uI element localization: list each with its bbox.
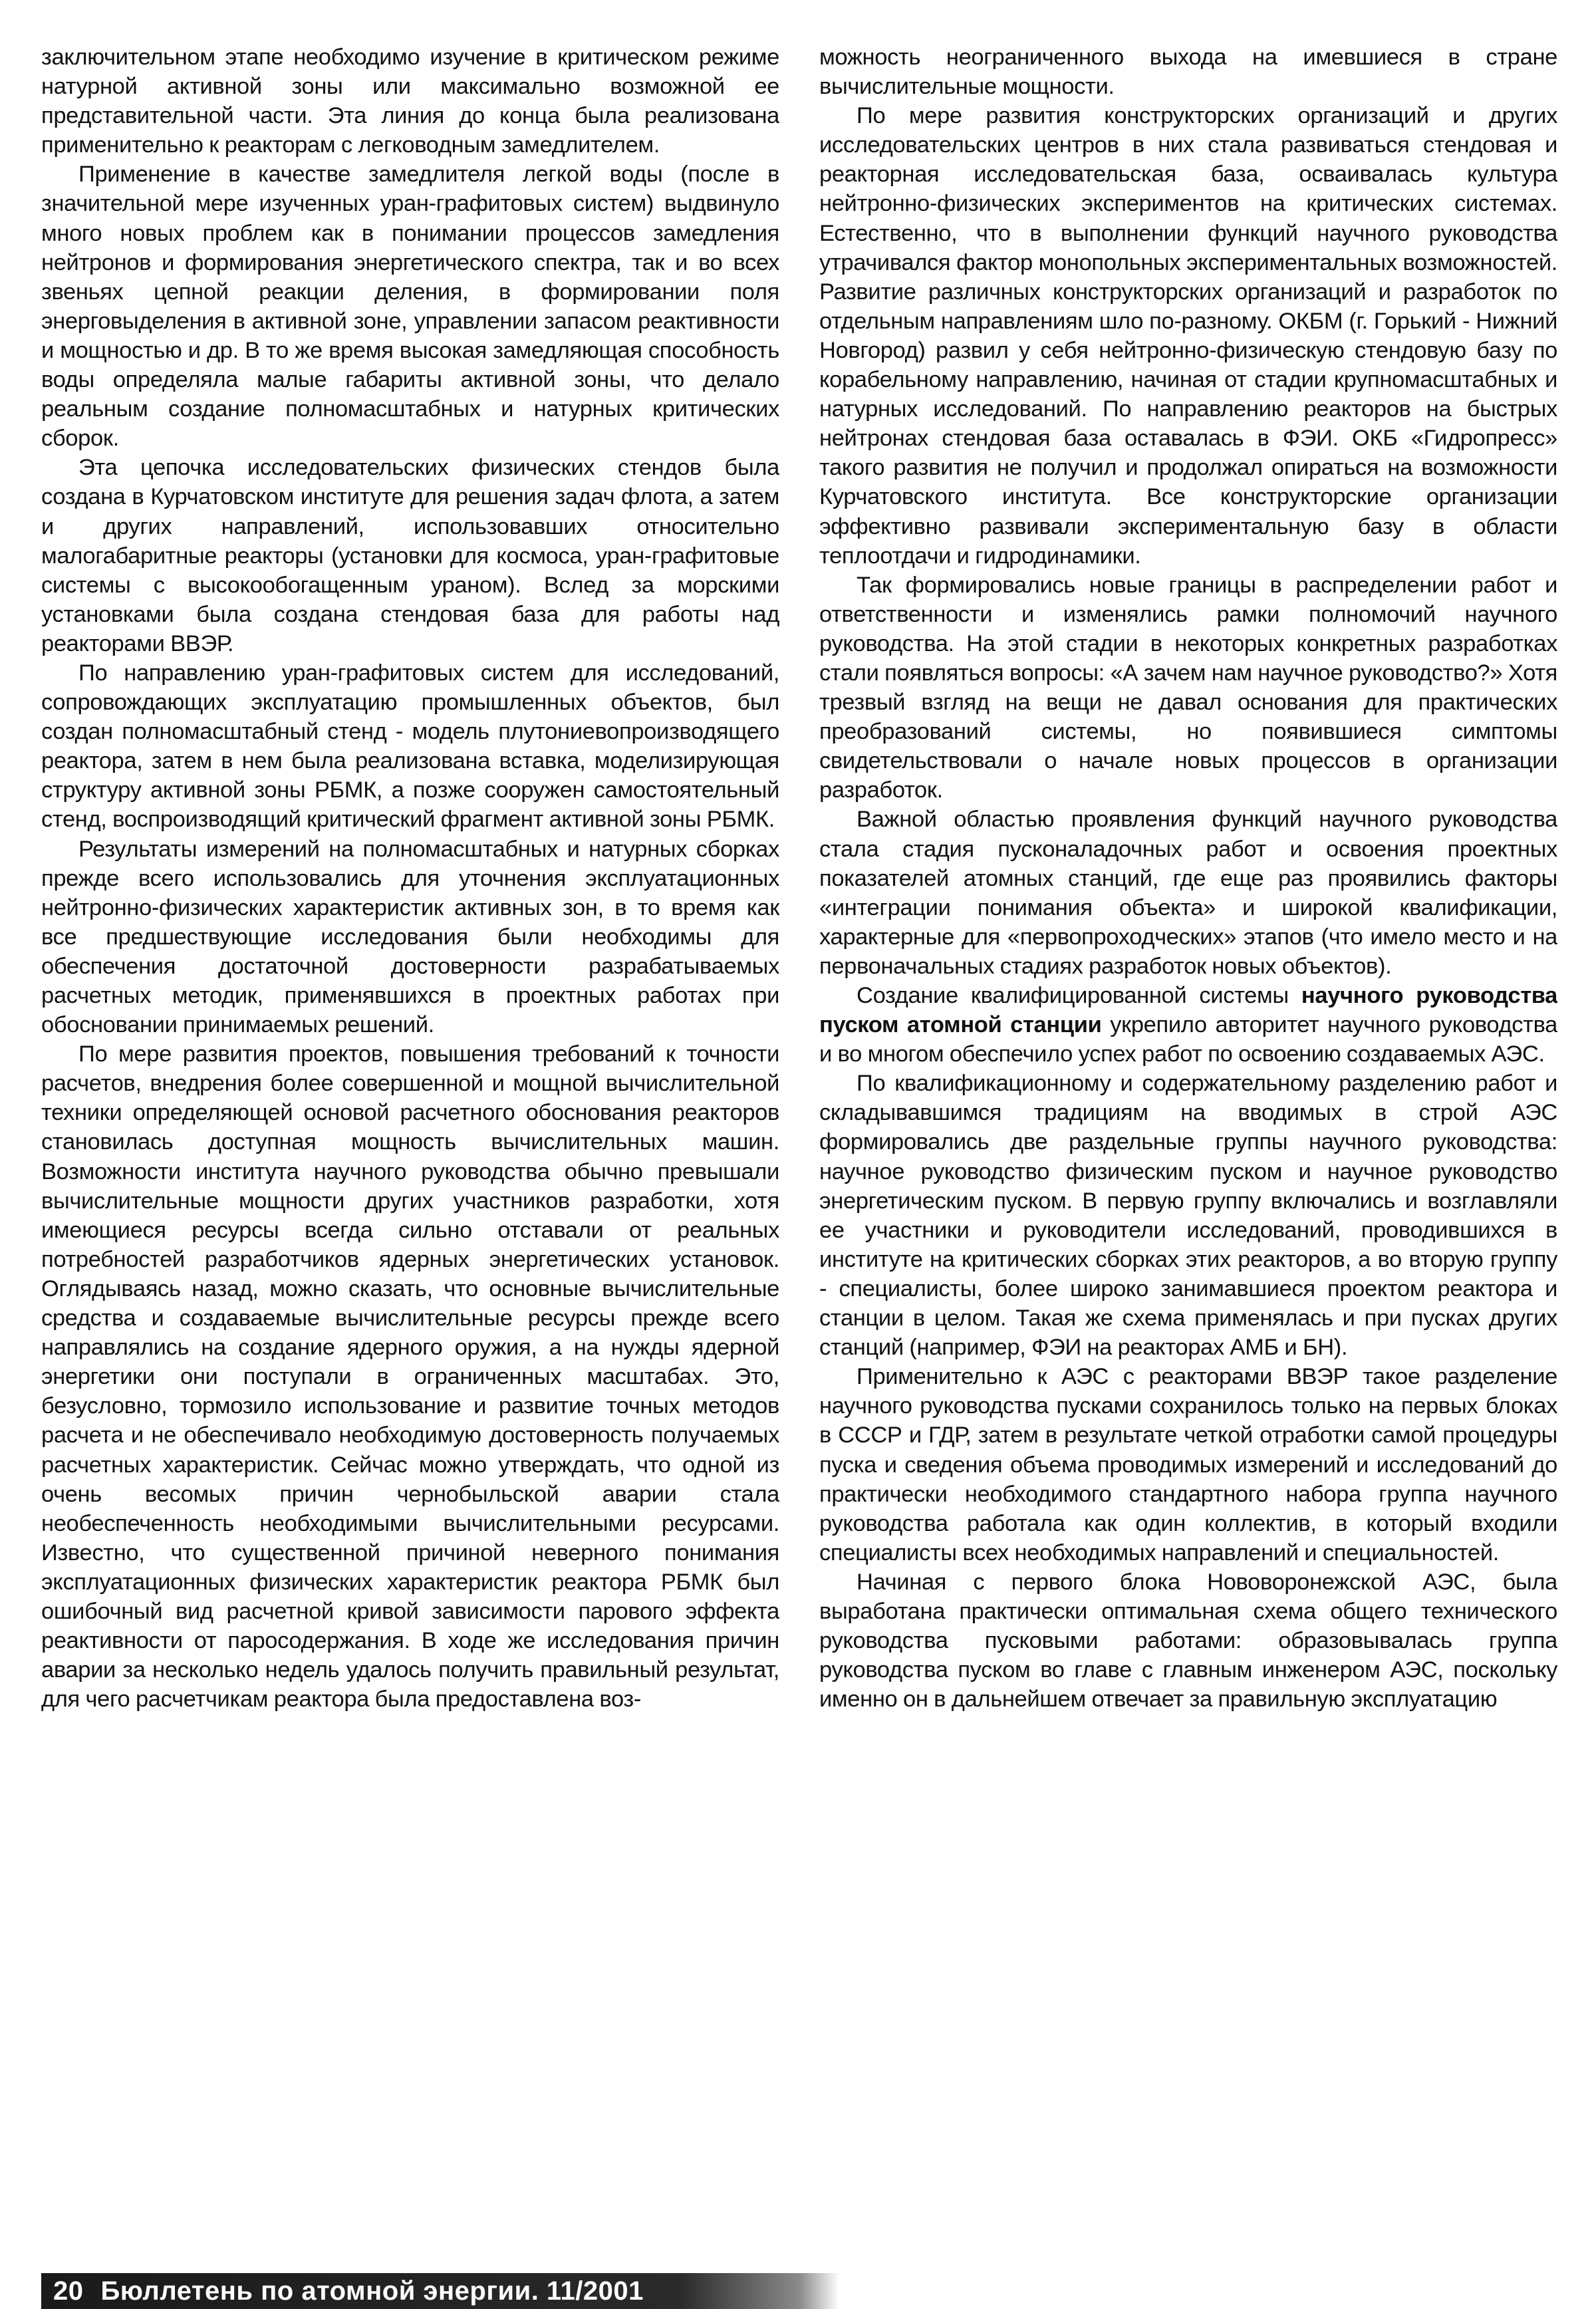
page-number: 20 — [53, 2276, 84, 2306]
paragraph-lead: Создание квалифицированной системы — [857, 983, 1289, 1008]
paragraph: Эта цепочка исследовательских физических стендов была создана в Курчатовском институте для решения задач флота, а затем и других направлений, использовавших относительно малогабаритные реакторы (установки для космоса, уран-графитовые системы с высокообогащенным ураном). Вслед за морскими установками была создана стендовая база для работы над реакторами ВВЭР. — [41, 455, 779, 656]
paragraph: По направлению уран-графитовых систем для исследований, сопровождающих эксплуатацию промышленных объектов, был создан полномасштабный стенд - модель плутониевопроизводящего реактора, затем в нем была реализована вставка, моделизирующая структуру активной зоны РБМК, а позже сооружен самостоятельный стенд, воспроизводящий критический фрагмент активной зоны РБМК. — [41, 660, 779, 833]
page-footer — [41, 2273, 839, 2309]
paragraph: можность неограниченного выхода на имевшиеся в стране вычислительные мощности. — [819, 45, 1557, 100]
paragraph: По квалификационному и содержательному разделению работ и складывавшимся традициям на вводимых в строй АЭС формировались две раздельные группы научного руководства: научное руководство физическим пуском и научное руководство энергетическим пуском. В первую группу включались и возглавляли ее участники и руководители исследований, проводившихся в институте на критических сборках этих реакторов, а во вторую группу - специалисты, более широко занимавшиеся проектом реактора и станции в целом. Такая же схема применялась и при пусках других станций (например, ФЭИ на реакторах АМБ и БН). — [819, 1071, 1557, 1361]
paragraph: заключительном этапе необходимо изучение в критическом режиме натурной активной зоны или максимально возможной ее представительной части. Эта линия до конца была реализована применительно к реакторам с легководным замедлителем. — [41, 45, 779, 158]
paragraph: Результаты измерений на полномасштабных и натурных сборках прежде всего использовались для уточнения эксплуатационных нейтронно-физических характеристик активных зон, в то время как все предшествующие исследования были необходимы для обеспечения достаточной достоверности разрабатываемых расчетных методик, применявшихся в проектных работах при обосновании принимаемых решений. — [41, 836, 779, 1038]
right-column — [819, 43, 1557, 2257]
journal-title: Бюллетень по атомной энергии. 11/2001 — [100, 2276, 644, 2306]
paragraph: Так формировались новые границы в распределении работ и ответственности и изменялись рамки полномочий научного руководства. На этой стадии в некоторых конкретных разработках стали появляться вопросы: «А зачем нам научное руководство?» Хотя трезвый взгляд на вещи не давал основания для практических преобразований системы, но появившиеся симптомы свидетельствовали о начале новых процессов в организации разработок. — [819, 572, 1557, 803]
paragraph-tail: укрепило авторитет научного руководства и во многом обеспечило успех работ по освоению создаваемых АЭС. — [819, 1012, 1557, 1067]
bold-phrase: научного руководства пуском атомной станции — [819, 983, 1557, 1038]
paragraph-with-bold — [819, 981, 1557, 1069]
left-column — [41, 43, 779, 2257]
paragraph: По мере развития проектов, повышения требований к точности расчетов, внедрения более совершенной и мощной вычислительной техники определяющей основой расчетного обоснования реакторов становилась доступная мощность вычислительных машин. Возможности института научного руководства обычно превышали вычислительные мощности других участников разработки, хотя имеющиеся ресурсы всегда сильно отставали от реальных потребностей разработчиков ядерных энергетических установок. Оглядываясь назад, можно сказать, что основные вычислительные средства и создаваемые вычислительные ресурсы прежде всего направлялись на создание ядерного оружия, а на нужды ядерной энергетики они поступали в ограниченных масштабах. Это, безусловно, тормозило использование и развитие точных методов расчета и не обеспечивало необходимую достоверность получаемых расчетных характеристик. Сейчас можно утверждать, что одной из очень весомых причин чернобыльской аварии стала необеспеченность необходимыми вычислительными ресурсами. Известно, что существенной причиной неверного понимания эксплуатационных физических характеристик реактора РБМК был ошибочный вид расчетной кривой зависимости парового эффекта реактивности от паросодержания. В ходе же исследования причин аварии за несколько недель удалось получить правильный результат, для чего расчетчикам реактора была предоставлена воз- — [41, 1041, 779, 1712]
paragraph: Важной областью проявления функций научного руководства стала стадия пусконаладочных работ и освоения проектных показателей атомных станций, где еще раз проявились факторы «интеграции понимания объекта» и широкой квалификации, характерные для «первопроходческих» этапов (что имело место и на первоначальных стадиях разработок новых объектов). — [819, 807, 1557, 979]
paragraph: Применение в качестве замедлителя легкой воды (после в значительной мере изученных уран-графитовых систем) выдвинуло много новых проблем как в понимании процессов замедления нейтронов и формирования энергетического спектра, так и во всех звеньях цепной реакции деления, в формировании поля энерговыделения в активной зоне, управлении запасом реактивности и мощностью и др. В то же время высокая замедляющая способность воды определяла малые габариты активной зоны, что делало реальным создание полномасштабных и натурных критических сборок. — [41, 162, 779, 452]
paragraph: Применительно к АЭС с реакторами ВВЭР такое разделение научного руководства пусками сохранилось только на первых блоках в СССР и ГДР, затем в результате четкой отработки самой процедуры пуска и сведения объема проводимых измерений и исследований до практически необходимого стандартного набора группа научного руководства работала как один коллектив, в который входили специалисты всех необходимых направлений и специальностей. — [819, 1364, 1557, 1565]
paragraph: Начиная с первого блока Нововоронежской АЭС, была выработана практически оптимальная схема общего технического руководства пусковыми работами: образовывалась группа руководства пуском во главе с главным инженером АЭС, поскольку именно он в дальнейшем отвечает за правильную эксплуатацию — [819, 1569, 1557, 1712]
paragraph: По мере развития конструкторских организаций и других исследовательских центров в них стала развиваться стендовая и реакторная исследовательская база, осваивалась культура нейтронно-физических экспериментов на критических системах. Естественно, что в выполнении функций научного руководства утрачивался фактор монопольных экспериментальных возможностей. Развитие различных конструкторских организаций и разработок по отдельным направлениям шло по-разному. ОКБМ (г. Горький - Нижний Новгород) развил у себя нейтронно-физическую стендовую базу по корабельному направлению, начиная от стадии крупномасштабных и натурных исследований. По направлению реакторов на быстрых нейтронах стендовая база оставалась в ФЭИ. ОКБ «Гидропресс» такого развития не получил и продолжал опираться на возможности Курчатовского института. Все конструкторские организации эффективно развивали экспериментальную базу в области теплоотдачи и гидродинамики. — [819, 103, 1557, 569]
